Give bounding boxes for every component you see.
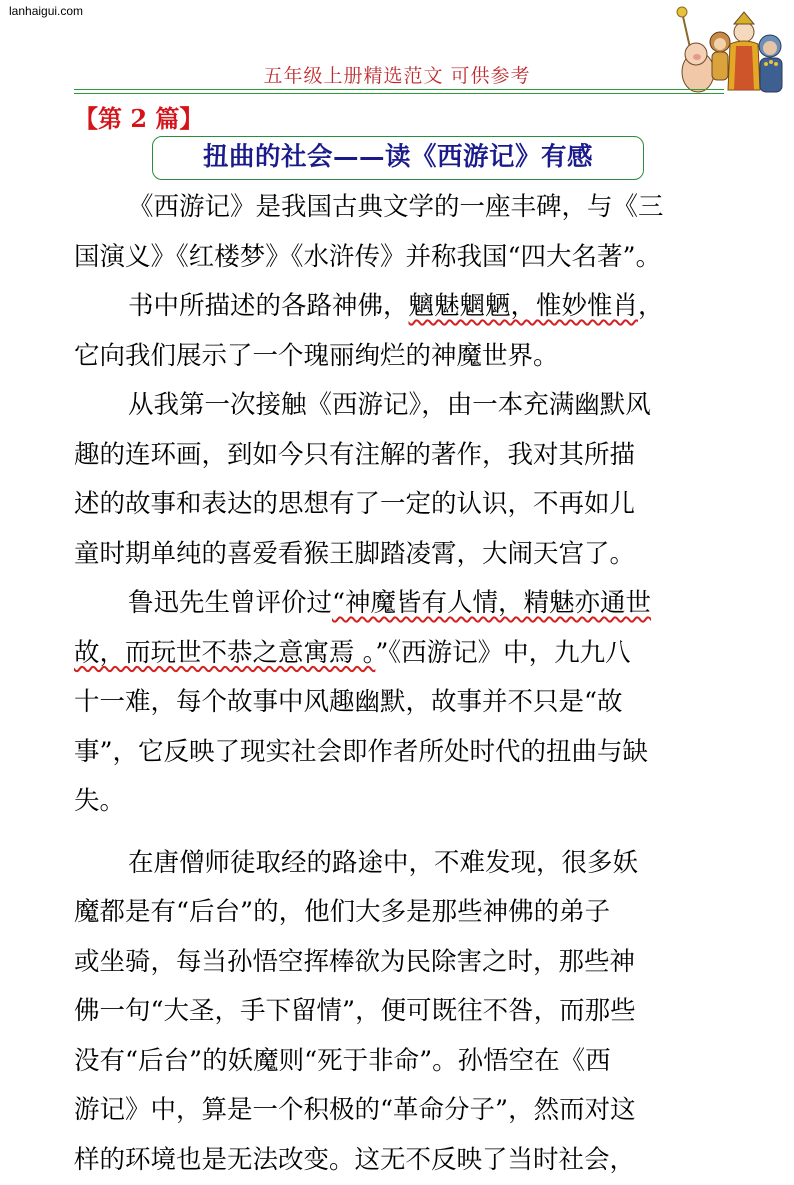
text-line: 游记》中，算是一个积极的“革命分子”，然而对这 xyxy=(74,1086,724,1136)
text-line xyxy=(74,282,724,332)
text-line: 它向我们展示了一个瑰丽绚烂的神魔世界。 xyxy=(74,332,724,382)
text-span: 书中所描述的各路神佛， xyxy=(128,291,409,321)
text-line: 从我第一次接触《西游记》，由一本充满幽默风 xyxy=(74,381,724,431)
paragraph xyxy=(74,839,724,1185)
journey-to-the-west-characters-illustration xyxy=(660,2,790,98)
underlined-phrase: 魑魅魍魉，惟妙惟肖 xyxy=(409,291,639,321)
paragraph-gap xyxy=(74,827,724,839)
text-line: 魔都是有“后台”的，他们大多是那些神佛的弟子 xyxy=(74,888,724,938)
site-watermark: lanhaigui.com xyxy=(9,4,83,18)
paragraph xyxy=(74,183,724,282)
text-line: 童时期单纯的喜爱看猴王脚踏凌霄，大闹天宫了。 xyxy=(74,530,724,580)
underlined-quote: “神魔皆有人情，精魅亦通世 xyxy=(332,588,651,618)
text-line: 没有“后台”的妖魔则“死于非命”。孙悟空在《西 xyxy=(74,1037,724,1087)
text-line xyxy=(74,629,724,679)
paragraph xyxy=(74,381,724,579)
text-line: 趣的连环画，到如今只有注解的著作，我对其所描 xyxy=(74,431,724,481)
section-label: 【第 2 篇】 xyxy=(74,99,203,134)
text-line: 述的故事和表达的思想有了一定的认识，不再如儿 xyxy=(74,480,724,530)
paragraph xyxy=(74,579,724,827)
header-title: 五年级上册精选范文 可供参考 xyxy=(0,61,794,88)
paragraph xyxy=(74,282,724,381)
text-line: 在唐僧师徒取经的路途中，不难发现，很多妖 xyxy=(74,839,724,889)
text-line: 事”，它反映了现实社会即作者所处时代的扭曲与缺 xyxy=(74,728,724,778)
text-line: 《西游记》是我国古典文学的一座丰碑，与《三 xyxy=(74,183,724,233)
text-span: 鲁迅先生曾评价过 xyxy=(128,588,332,618)
text-line: 佛一句“大圣，手下留情”，便可既往不咎，而那些 xyxy=(74,987,724,1037)
underlined-quote: 故，而玩世不恭之意寓焉 。 xyxy=(74,638,375,668)
header-divider xyxy=(74,89,724,90)
header-divider-thin xyxy=(74,93,724,94)
text-line: 或坐骑，每当孙悟空挥棒欲为民除害之时，那些神 xyxy=(74,938,724,988)
essay-body xyxy=(74,183,724,1185)
text-line: 失。 xyxy=(74,777,724,827)
text-span: ， xyxy=(638,291,664,321)
text-line: 十一难，每个故事中风趣幽默，故事并不只是“故 xyxy=(74,678,724,728)
text-span: ”《西游记》中，九九八 xyxy=(375,638,630,668)
text-line: 样的环境也是无法改变。这无不反映了当时社会， xyxy=(74,1136,724,1185)
text-line: 国演义》《红楼梦》《水浒传》并称我国“四大名著”。 xyxy=(74,233,724,283)
essay-title: 扭曲的社会——读《西游记》有感 xyxy=(152,136,644,180)
text-line xyxy=(74,579,724,629)
